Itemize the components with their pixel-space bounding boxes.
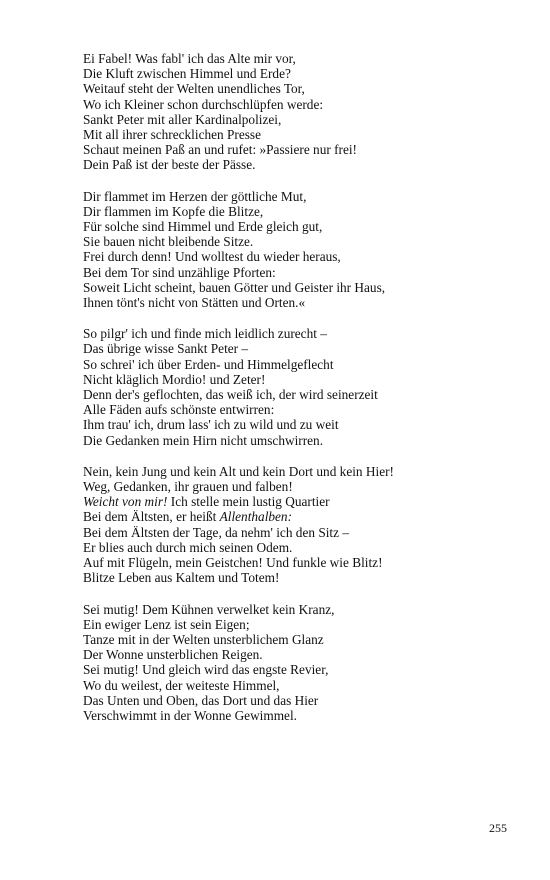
poem-line — [83, 632, 523, 647]
line-text: Das Unten und Oben, das Dort und das Hier — [83, 692, 319, 708]
stanza — [83, 326, 523, 448]
line-text: Sie bauen nicht bleibende Sitze. — [83, 234, 254, 250]
line-text: Die Kluft zwischen Himmel und Erde? — [83, 66, 291, 82]
line-text: Sei mutig! Und gleich wird das engste Revier, — [83, 662, 329, 678]
line-text: Nicht kläglich Mordio! und Zeter! — [83, 371, 266, 387]
poem-line — [83, 341, 523, 356]
line-text: Ihm trau' ich, drum lass' ich zu wild und zu weit — [83, 417, 339, 433]
line-text: Weitauf steht der Welten unendliches Tor, — [83, 81, 305, 97]
poem-line — [83, 265, 523, 280]
stanza — [83, 464, 523, 586]
line-text: Bei dem Ältsten der Tage, da nehm' ich den Sitz – — [83, 524, 349, 540]
poem-line — [83, 97, 523, 112]
poem-line — [83, 525, 523, 540]
line-text: So schrei' ich über Erden- und Himmelgeflecht — [83, 356, 334, 372]
line-text: Tanze mit in der Welten unsterblichem Glanz — [83, 631, 324, 647]
poem-body — [83, 51, 523, 739]
poem-line — [83, 494, 523, 509]
poem-line — [83, 372, 523, 387]
poem-line — [83, 219, 523, 234]
line-text: Weg, Gedanken, ihr grauen und falben! — [83, 479, 293, 495]
line-text: Blitze Leben aus Kaltem und Totem! — [83, 570, 280, 586]
poem-line — [83, 326, 523, 341]
line-text: So pilgr' ich und finde mich leidlich zurecht – — [83, 326, 327, 342]
poem-line — [83, 189, 523, 204]
line-text: Das übrige wisse Sankt Peter – — [83, 341, 249, 357]
poem-line — [83, 387, 523, 402]
line-text: Denn der's geflochten, das weiß ich, der wird seinerzeit — [83, 387, 378, 403]
poem-line — [83, 142, 523, 157]
page-number: 255 — [489, 821, 507, 835]
poem-line — [83, 249, 523, 264]
italic-text: Weicht von mir! — [83, 494, 168, 510]
poem-line — [83, 66, 523, 81]
line-text: Ein ewiger Lenz ist sein Eigen; — [83, 616, 250, 632]
line-text: Auf mit Flügeln, mein Geistchen! Und funkle wie Blitz! — [83, 555, 383, 571]
poem-line — [83, 157, 523, 172]
poem-line — [83, 647, 523, 662]
italic-text: Allenthalben: — [219, 509, 293, 525]
poem-line — [83, 617, 523, 632]
poem-line — [83, 112, 523, 127]
poem-line — [83, 402, 523, 417]
line-text: Bei dem Ältsten, er heißt — [83, 509, 220, 525]
poem-line — [83, 295, 523, 310]
line-text: Dir flammet im Herzen der göttliche Mut, — [83, 188, 307, 204]
poem-line — [83, 464, 523, 479]
line-text: Bei dem Tor sind unzählige Pforten: — [83, 264, 276, 280]
poem-line — [83, 540, 523, 555]
line-text: Ich stelle mein lustig Quartier — [167, 494, 330, 510]
poem-line — [83, 81, 523, 96]
line-text: Wo du weilest, der weiteste Himmel, — [83, 677, 280, 693]
poem-line — [83, 234, 523, 249]
line-text: Für solche sind Himmel und Erde gleich gut, — [83, 219, 323, 235]
line-text: Der Wonne unsterblichen Reigen. — [83, 647, 263, 663]
poem-line — [83, 433, 523, 448]
stanza — [83, 602, 523, 724]
line-text: Frei durch denn! Und wolltest du wieder heraus, — [83, 249, 341, 265]
poem-line — [83, 127, 523, 142]
poem-line — [83, 357, 523, 372]
poem-line — [83, 678, 523, 693]
line-text: Ei Fabel! Was fabl' ich das Alte mir vor, — [83, 51, 296, 66]
line-text: Die Gedanken mein Hirn nicht umschwirren. — [83, 432, 324, 448]
line-text: Mit all ihrer schrecklichen Presse — [83, 127, 261, 143]
poem-line — [83, 417, 523, 432]
line-text: Verschwimmt in der Wonne Gewimmel. — [83, 707, 297, 723]
poem-line — [83, 479, 523, 494]
poem-line — [83, 51, 523, 66]
line-text: Sankt Peter mit aller Kardinalpolizei, — [83, 111, 282, 127]
poem-line — [83, 555, 523, 570]
poem-line — [83, 280, 523, 295]
line-text: Alle Fäden aufs schönste entwirren: — [83, 402, 275, 418]
poem-line — [83, 570, 523, 585]
line-text: Wo ich Kleiner schon durchschlüpfen werde: — [83, 96, 324, 112]
line-text: Sei mutig! Dem Kühnen verwelket kein Kranz, — [83, 601, 335, 617]
poem-line — [83, 708, 523, 723]
line-text: Dein Paß ist der beste der Pässe. — [83, 157, 256, 173]
poem-line — [83, 693, 523, 708]
line-text: Ihnen tönt's nicht von Stätten und Orten.« — [83, 295, 306, 311]
stanza — [83, 189, 523, 311]
poem-line — [83, 602, 523, 617]
poem-line — [83, 662, 523, 677]
line-text: Dir flammen im Kopfe die Blitze, — [83, 203, 264, 219]
line-text: Schaut meinen Paß an und rufet: »Passiere nur frei! — [83, 142, 357, 158]
poem-line — [83, 204, 523, 219]
line-text: Er blies auch durch mich seinen Odem. — [83, 539, 293, 555]
stanza — [83, 51, 523, 173]
line-text: Soweit Licht scheint, bauen Götter und Geister ihr Haus, — [83, 279, 386, 295]
line-text: Nein, kein Jung und kein Alt und kein Dort und kein Hier! — [83, 463, 394, 479]
poem-line — [83, 509, 523, 524]
